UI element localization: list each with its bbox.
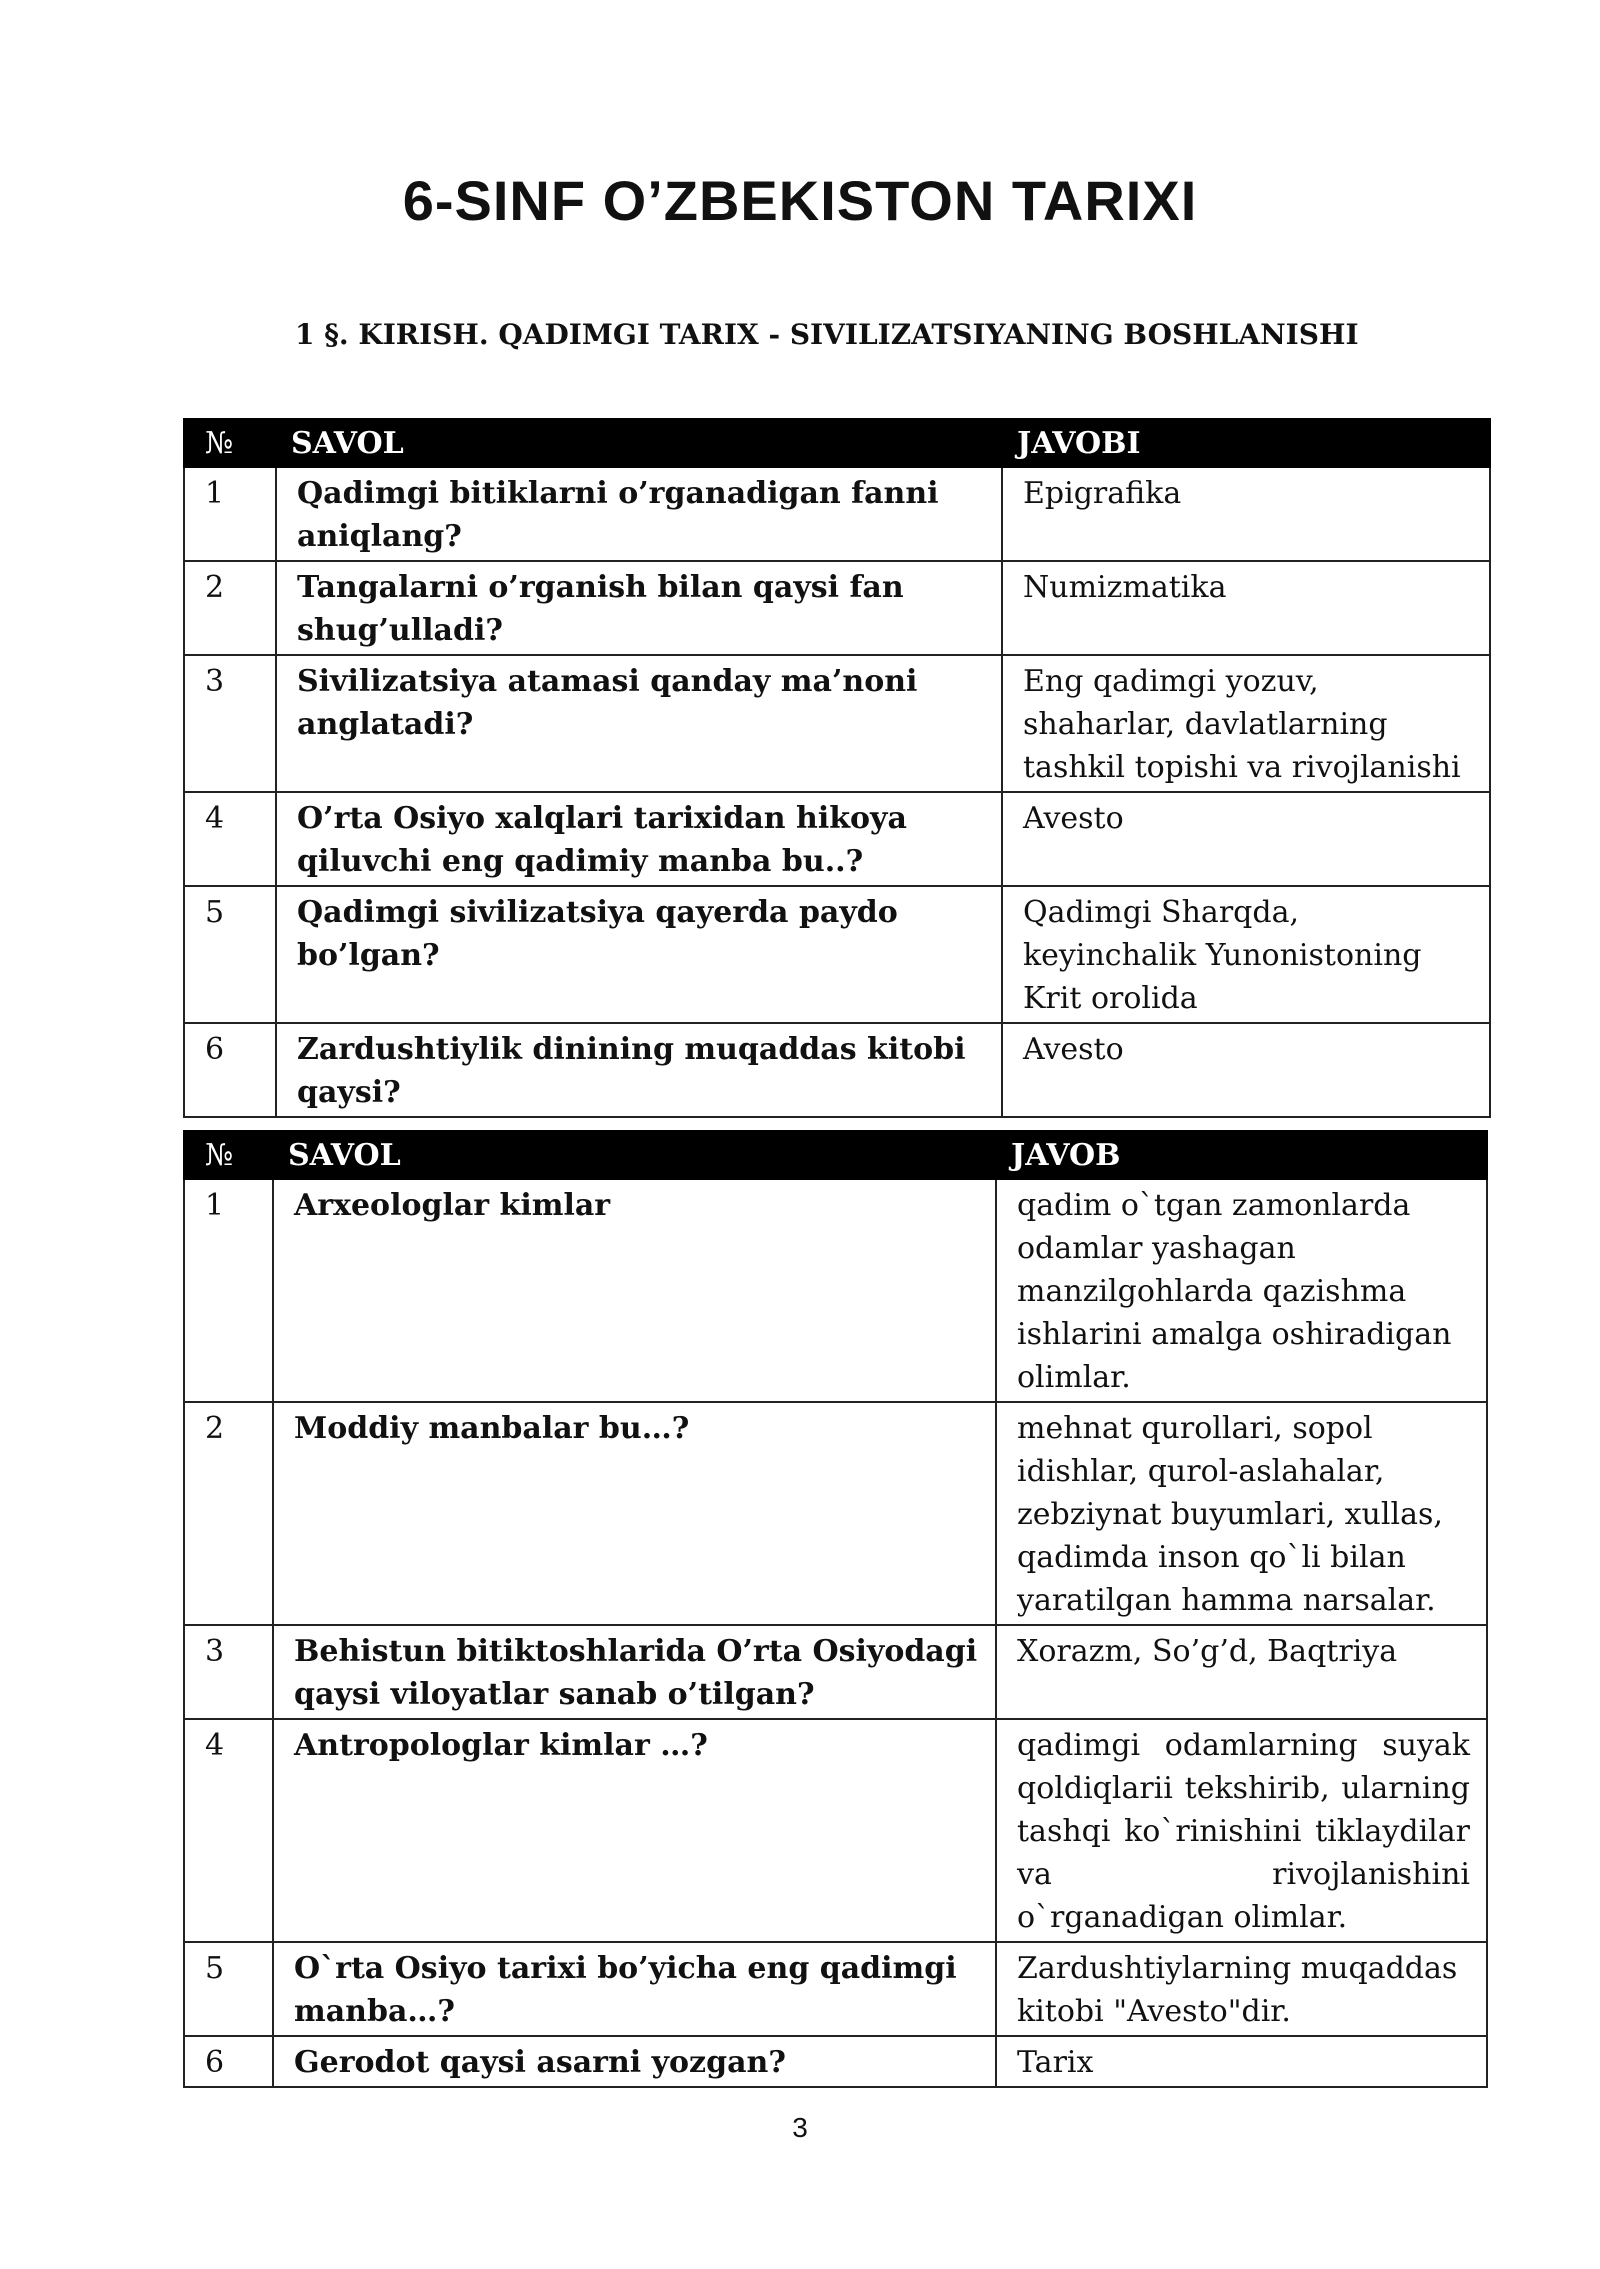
answer-cell: mehnat qurollari, sopol idishlar, qurol-aslahalar, zebziynat buyumlari, xullas, qadimda inson qo`li bilan yaratilgan hamma narsalar.: [996, 1402, 1487, 1625]
question-cell: Sivilizatsiya atamasi qanday ma’noni anglatadi?: [276, 655, 1002, 792]
question-cell: Gerodot qaysi asarni yozgan?: [273, 2036, 996, 2087]
question-cell: Qadimgi sivilizatsiya qayerda paydo bo’lgan?: [276, 886, 1002, 1023]
table-row: [184, 886, 1490, 1023]
question-cell: Zardushtiylik dinining muqaddas kitobi qaysi?: [276, 1023, 1002, 1117]
header-answer: JAVOB: [996, 1131, 1487, 1179]
header-number: №: [184, 1131, 273, 1179]
answer-cell: qadim o`tgan zamonlarda odamlar yashagan manzilgohlarda qazishma ishlarini amalga oshiradigan olimlar.: [996, 1179, 1487, 1402]
table-row: [184, 2036, 1487, 2087]
row-number: 2: [184, 1402, 273, 1625]
qa-table-2: [183, 1130, 1488, 2088]
page-title: 6-SINF O’ZBEKISTON TARIXI: [402, 169, 1198, 232]
section-title: 1 §. KIRISH. QADIMGI TARIX - SIVILIZATSIYANING BOSHLANISHI: [295, 318, 1359, 351]
question-cell: Antropologlar kimlar …?: [273, 1719, 996, 1942]
row-number: 3: [184, 655, 276, 792]
question-cell: Moddiy manbalar bu…?: [273, 1402, 996, 1625]
table-row: [184, 1625, 1487, 1719]
table-row: [184, 1719, 1487, 1942]
table-row: [184, 792, 1490, 886]
page-number: 3: [792, 2112, 808, 2143]
answer-cell: Xorazm, So’g’d, Baqtriya: [996, 1625, 1487, 1719]
answer-cell: Eng qadimgi yozuv, shaharlar, davlatlarning tashkil topishi va rivojlanishi: [1002, 655, 1490, 792]
row-number: 4: [184, 792, 276, 886]
answer-cell: qadimgi odamlarning suyak qoldiqlarii tekshirib, ularning tashqi ko`rinishini tiklaydilar va rivojlanishini o`rganadigan olimlar.: [996, 1719, 1487, 1942]
row-number: 6: [184, 1023, 276, 1117]
row-number: 6: [184, 2036, 273, 2087]
table-row: [184, 561, 1490, 655]
answer-cell: Avesto: [1002, 792, 1490, 886]
question-cell: O`rta Osiyo tarixi bo’yicha eng qadimgi manba…?: [273, 1942, 996, 2036]
answer-cell: Avesto: [1002, 1023, 1490, 1117]
row-number: 5: [184, 1942, 273, 2036]
header-question: SAVOL: [273, 1131, 996, 1179]
table-row: [184, 1942, 1487, 2036]
question-cell: Tangalarni o’rganish bilan qaysi fan shug’ulladi?: [276, 561, 1002, 655]
row-number: 4: [184, 1719, 273, 1942]
answer-cell: Qadimgi Sharqda, keyinchalik Yunonistoning Krit orolida: [1002, 886, 1490, 1023]
row-number: 1: [184, 1179, 273, 1402]
question-cell: Qadimgi bitiklarni o’rganadigan fanni aniqlang?: [276, 467, 1002, 561]
question-cell: Arxeologlar kimlar: [273, 1179, 996, 1402]
answer-cell: Epigrafika: [1002, 467, 1490, 561]
table-row: [184, 467, 1490, 561]
answer-cell: Zardushtiylarning muqaddas kitobi "Avesto"dir.: [996, 1942, 1487, 2036]
qa-table-1: [183, 418, 1491, 1118]
row-number: 5: [184, 886, 276, 1023]
table-row: [184, 1179, 1487, 1402]
row-number: 2: [184, 561, 276, 655]
question-cell: O’rta Osiyo xalqlari tarixidan hikoya qiluvchi eng qadimiy manba bu..?: [276, 792, 1002, 886]
header-number: №: [184, 419, 276, 467]
row-number: 1: [184, 467, 276, 561]
row-number: 3: [184, 1625, 273, 1719]
table-header-row: [184, 419, 1490, 467]
table-row: [184, 655, 1490, 792]
header-answer: JAVOBI: [1002, 419, 1490, 467]
table-row: [184, 1023, 1490, 1117]
table-row: [184, 1402, 1487, 1625]
answer-cell: Tarix: [996, 2036, 1487, 2087]
table-header-row: [184, 1131, 1487, 1179]
answer-cell: Numizmatika: [1002, 561, 1490, 655]
header-question: SAVOL: [276, 419, 1002, 467]
question-cell: Behistun bitiktoshlarida O’rta Osiyodagi qaysi viloyatlar sanab o’tilgan?: [273, 1625, 996, 1719]
